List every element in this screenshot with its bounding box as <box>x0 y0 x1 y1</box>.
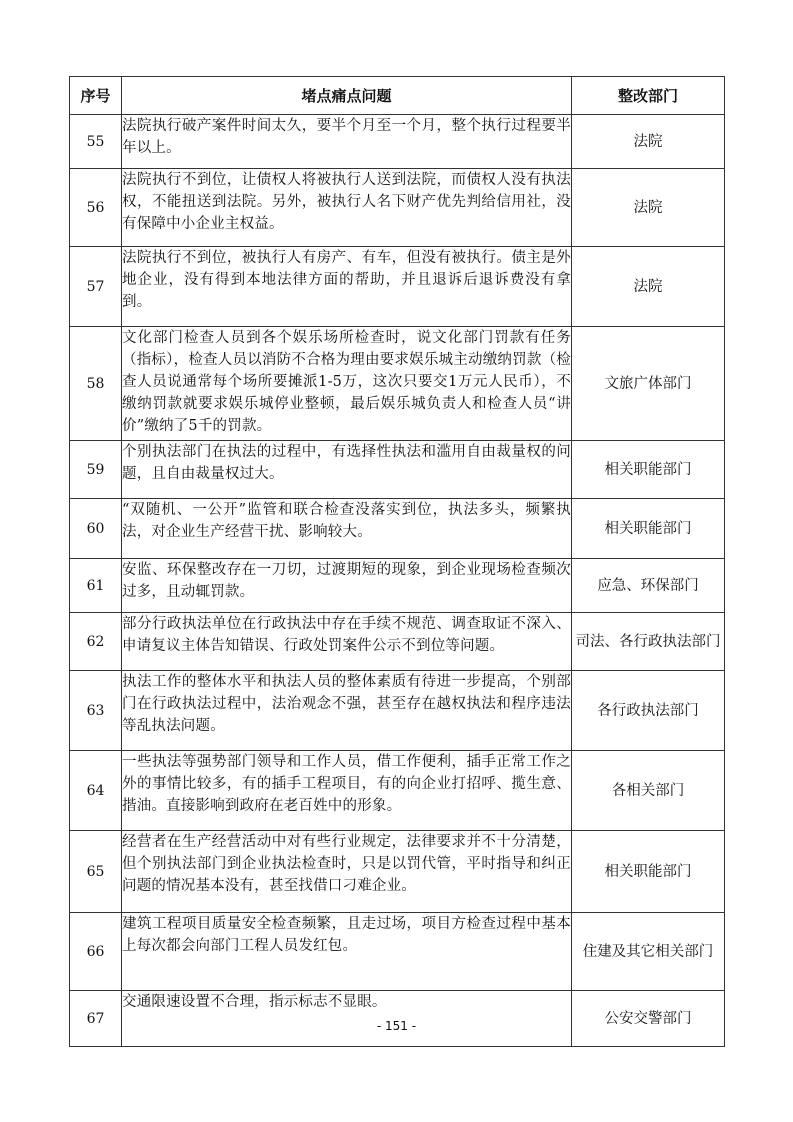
row-department: 公安交警部门 <box>572 991 725 1047</box>
table-row <box>70 751 725 831</box>
issues-table <box>69 76 725 1047</box>
header-issue: 堵点痛点问题 <box>122 77 572 115</box>
table-row <box>70 671 725 751</box>
row-number: 61 <box>70 559 122 613</box>
row-issue-text: “双随机、一公开”监管和联合检查没落实到位，执法多头，频繁执法，对企业生产经营干扰、影响较大。 <box>122 499 572 559</box>
row-number: 64 <box>70 751 122 831</box>
row-number: 55 <box>70 115 122 169</box>
row-issue-text: 经营者在生产经营活动中对有些行业规定，法律要求并不十分清楚，但个别执法部门到企业执法检查时，只是以罚代管，平时指导和纠正问题的情况基本没有，甚至找借口刁难企业。 <box>122 831 572 913</box>
header-department: 整改部门 <box>572 77 725 115</box>
row-issue-text: 法院执行破产案件时间太久，要半个月至一个月，整个执行过程要半年以上。 <box>122 115 572 169</box>
table-row <box>70 169 725 247</box>
row-issue-text: 建筑工程项目质量安全检查频繁，且走过场，项目方检查过程中基本上每次都会向部门工程人员发红包。 <box>122 913 572 991</box>
table-row <box>70 441 725 499</box>
row-department: 相关职能部门 <box>572 441 725 499</box>
table-header-row <box>70 77 725 115</box>
table-row <box>70 559 725 613</box>
row-department: 相关职能部门 <box>572 831 725 913</box>
row-issue-text: 安监、环保整改存在一刀切，过渡期短的现象，到企业现场检查频次过多，且动辄罚款。 <box>122 559 572 613</box>
row-department: 法院 <box>572 115 725 169</box>
table-row <box>70 913 725 991</box>
table-row <box>70 247 725 327</box>
table-row <box>70 613 725 671</box>
row-number: 65 <box>70 831 122 913</box>
row-number: 57 <box>70 247 122 327</box>
row-number: 56 <box>70 169 122 247</box>
table-row <box>70 327 725 441</box>
table-row <box>70 831 725 913</box>
row-issue-text: 个别执法部门在执法的过程中，有选择性执法和滥用自由裁量权的问题，且自由裁量权过大。 <box>122 441 572 499</box>
page-number: - 151 - <box>376 1019 417 1033</box>
row-number: 58 <box>70 327 122 441</box>
row-number: 66 <box>70 913 122 991</box>
row-department: 法院 <box>572 169 725 247</box>
row-department: 司法、各行政执法部门 <box>572 613 725 671</box>
table-row <box>70 115 725 169</box>
header-serial-number: 序号 <box>70 77 122 115</box>
row-department: 法院 <box>572 247 725 327</box>
row-number: 59 <box>70 441 122 499</box>
row-department: 文旅广体部门 <box>572 327 725 441</box>
row-number: 63 <box>70 671 122 751</box>
row-issue-text: 法院执行不到位，被执行人有房产、有车，但没有被执行。债主是外地企业，没有得到本地法律方面的帮助，并且退诉后退诉费没有拿到。 <box>122 247 572 327</box>
row-number: 67 <box>70 991 122 1047</box>
row-issue-text: 一些执法等强势部门领导和工作人员，借工作便利，插手正常工作之外的事情比较多，有的插手工程项目，有的向企业打招呼、揽生意、揩油。直接影响到政府在老百姓中的形象。 <box>122 751 572 831</box>
row-number: 60 <box>70 499 122 559</box>
row-department: 各相关部门 <box>572 751 725 831</box>
row-department: 相关职能部门 <box>572 499 725 559</box>
table-row <box>70 499 725 559</box>
row-issue-text: 法院执行不到位，让债权人将被执行人送到法院，而债权人没有执法权，不能扭送到法院。另外，被执行人名下财产优先判给信用社，没有保障中小企业主权益。 <box>122 169 572 247</box>
row-issue-text: 部分行政执法单位在行政执法中存在手续不规范、调查取证不深入、申请复议主体告知错误、行政处罚案件公示不到位等问题。 <box>122 613 572 671</box>
row-department: 应急、环保部门 <box>572 559 725 613</box>
row-issue-text: 文化部门检查人员到各个娱乐场所检查时，说文化部门罚款有任务（指标），检查人员以消防不合格为理由要求娱乐城主动缴纳罚款（检查人员说通常每个场所要摊派1-5万，这次只要交1万元人民币），不缴纳罚款就要求娱乐城停业整顿，最后娱乐城负责人和检查人员“讲价”缴纳了5千的罚款。 <box>122 327 572 441</box>
row-number: 62 <box>70 613 122 671</box>
row-department: 住建及其它相关部门 <box>572 913 725 991</box>
row-issue-text: 执法工作的整体水平和执法人员的整体素质有待进一步提高，个别部门在行政执法过程中，法治观念不强，甚至存在越权执法和程序违法等乱执法问题。 <box>122 671 572 751</box>
row-issue-text: 交通限速设置不合理，指示标志不显眼。 <box>122 991 572 1047</box>
row-department: 各行政执法部门 <box>572 671 725 751</box>
